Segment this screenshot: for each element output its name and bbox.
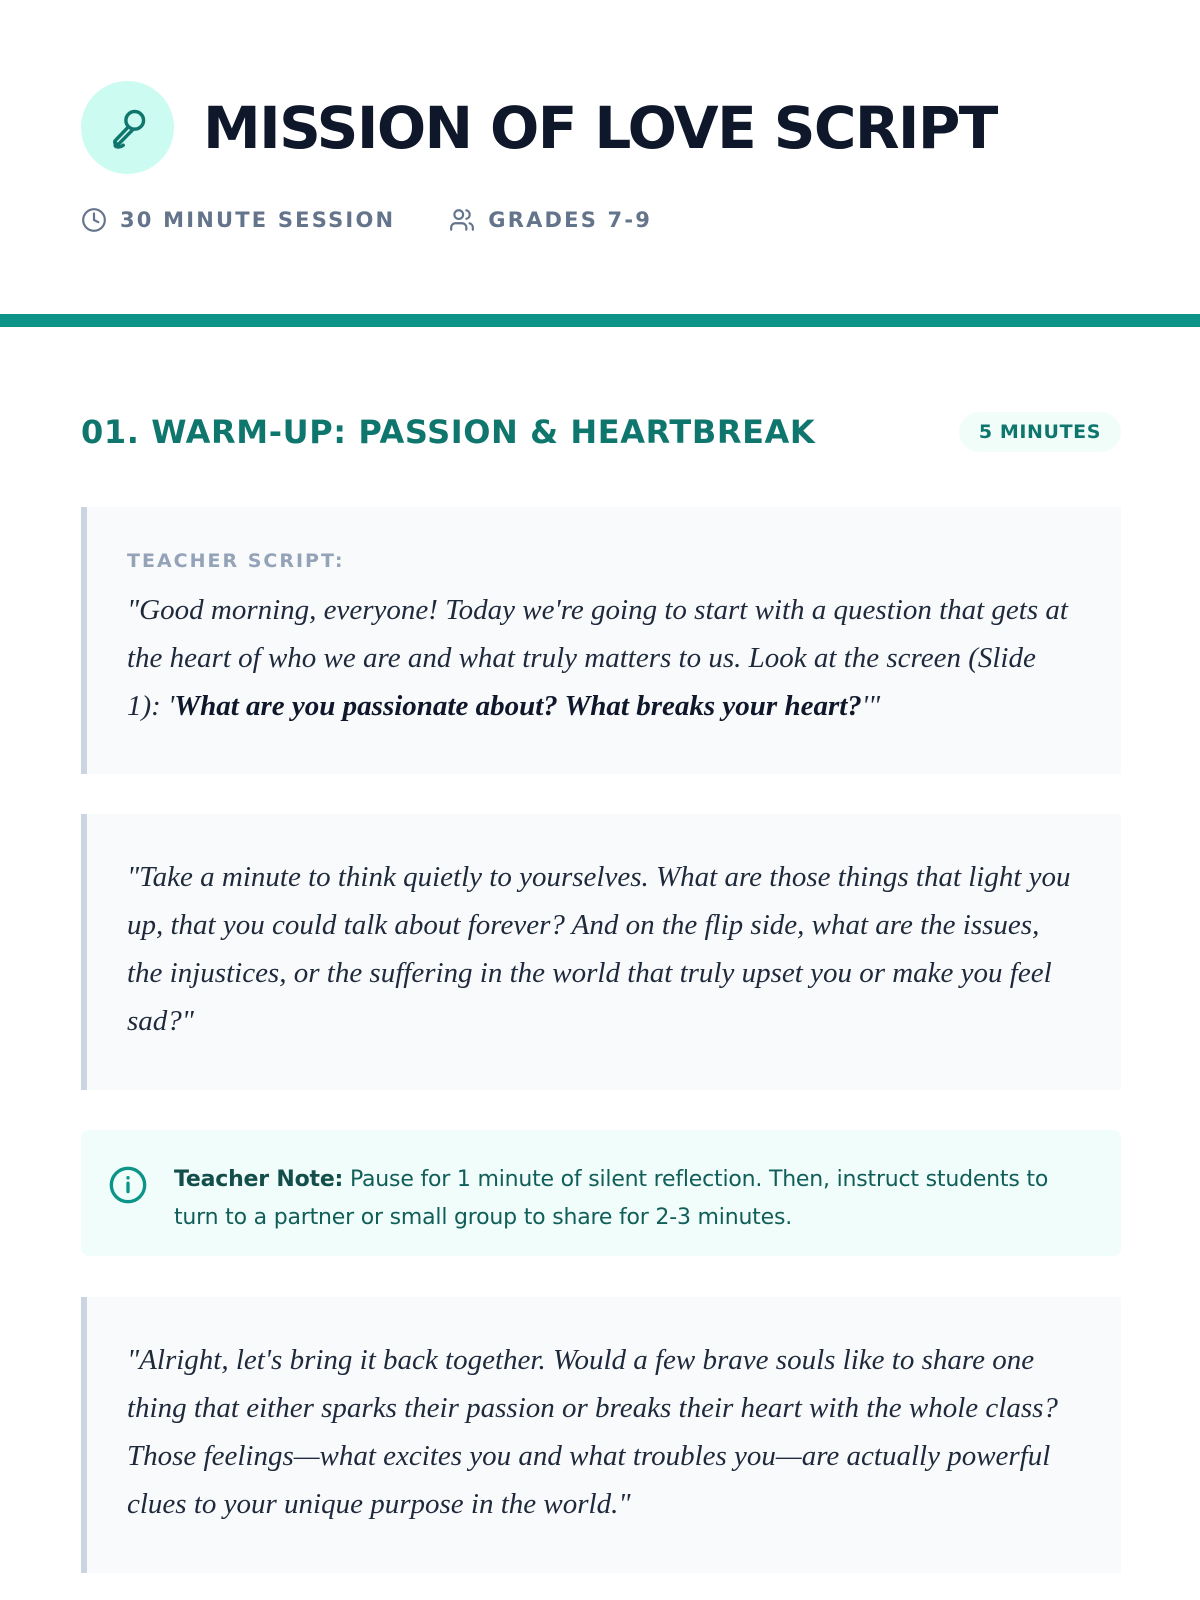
duration-badge: 5 MINUTES [959, 412, 1121, 452]
users-icon [449, 207, 475, 233]
script-label: TEACHER SCRIPT: [127, 550, 345, 572]
grade-level-label: GRADES 7-9 [488, 208, 653, 232]
header-divider [0, 314, 1200, 327]
clock-icon [81, 207, 107, 233]
teacher-note-label: Teacher Note: [174, 1167, 344, 1192]
script-text: "Take a minute to think quietly to yourselves. What are those things that light you up, that you could talk about forever? And on the flip side, what are the issues, the injustices, or the suffering in the world that truly upset you or make you feel sad?" [127, 861, 1071, 1037]
grade-level [449, 207, 652, 233]
script-block-1 [81, 507, 1121, 774]
session-duration [81, 207, 395, 233]
teacher-note-text: Teacher Note: Pause for 1 minute of silent reflection. Then, instruct students to turn to a partner or small group to share for 2-3 minutes. [174, 1167, 1049, 1230]
session-duration-label: 30 MINUTE SESSION [120, 208, 396, 232]
logo [81, 81, 174, 174]
info-icon [108, 1165, 148, 1205]
teacher-note [81, 1130, 1121, 1256]
script-block-2 [81, 814, 1121, 1090]
section-title: 01. WARM-UP: PASSION & HEARTBREAK [81, 413, 816, 451]
script-block-3 [81, 1297, 1121, 1573]
title-row [81, 81, 1121, 174]
script-question: What are you passionate about? What breaks your heart? [174, 690, 862, 722]
page-header [81, 81, 1121, 235]
page-title: MISSION OF LOVE SCRIPT [203, 93, 997, 162]
script-text: "Alright, let's bring it back together. Would a few brave souls like to share one thing that either sparks their passion or breaks their heart with the whole class? Those feelings—what excites you and what troubles you—are actually powerful clues to your unique purpose in the world." [127, 1344, 1058, 1520]
microphone-icon [105, 105, 151, 151]
session-meta [81, 205, 1121, 235]
section-header [81, 407, 1121, 457]
script-text: "Good morning, everyone! Today we're going to start with a question that gets at the heart of who we are and what truly matters to us. Look at the screen (Slide 1): 'What are you passionate about? What breaks your heart?'" [127, 594, 1068, 722]
